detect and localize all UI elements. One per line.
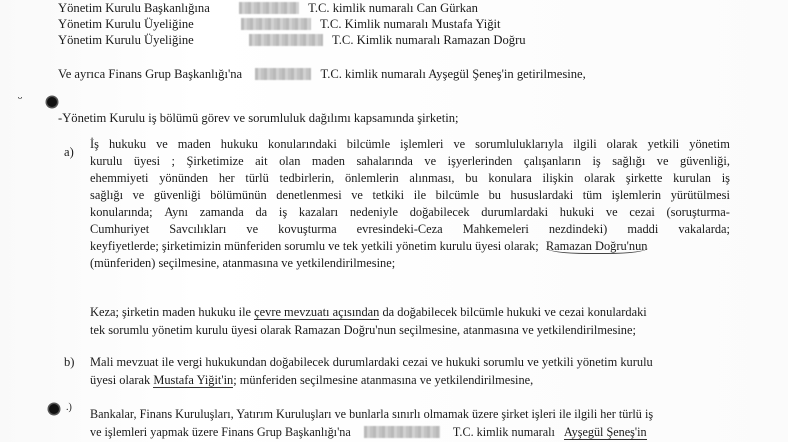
redacted-id-3 [249, 34, 323, 46]
section-a-line-5: konularında; Aynı zamanda da iş kazaları nedeniyle doğabilecek durumlardaki hukuki ve cezai (soruşturma- [90, 205, 730, 219]
redacted-id-1 [239, 2, 299, 14]
redacted-id-4 [255, 68, 311, 80]
bullet-mark-1 [47, 97, 57, 107]
section-b-line-1: Mali mevzuat ile vergi hukukundan doğabilecek durumlardaki cezai ve hukuki sorumlu ve yetkili yönetim kurulu [90, 355, 653, 369]
keza-line-1 [90, 304, 730, 320]
section-b-line-2-after: ; münferiden seçilmesine atanmasına ve yetkilendirilmesine, [233, 373, 534, 387]
section-a-line-3: ehemmiyeti yönünden her türlü tedbirlerin, önlemlerin alınması, bu konulara ilişkin olarak şirkette kurulan iş [90, 171, 730, 185]
section-b-label: b) [64, 355, 75, 369]
section-c-line-2 [90, 424, 730, 440]
keza-paragraph [90, 304, 730, 338]
section-a-line-8: (münferiden) seçilmesine, atanmasına ve yetkilendirilmesine; [90, 256, 396, 270]
header-person-2: T.C. Kimlik numaralı Mustafa Yiğit [320, 17, 501, 31]
section-a-name-ramazan: Ramazan Doğru'nun [545, 239, 648, 253]
header-role-1: Yönetim Kurulu Başkanlığına [58, 1, 210, 15]
section-c-label: .) [66, 402, 72, 413]
header-role-2: Yönetim Kurulu Üyeliğine [58, 17, 194, 31]
section-b-body [90, 354, 730, 388]
section-c-line-2-mid: T.C. kimlik numaralı [452, 425, 555, 439]
hand-mark: ᵕ [18, 92, 23, 107]
section-a-line-1: İş hukuku ve maden hukuku konularındaki bilcümle işlemleri ve sorumluluklarıyla ilgili olarak yetkili yönetim [90, 137, 730, 151]
header-line-1 [58, 0, 478, 16]
header-person-1: T.C. kimlik numaralı Can Gürkan [308, 1, 478, 15]
header-person-3: T.C. Kimlik numaralı Ramazan Doğru [332, 33, 526, 47]
redacted-id-5 [364, 426, 440, 438]
section-c-body [90, 406, 730, 440]
header-role-3: Yönetim Kurulu Üyeliğine [58, 33, 194, 47]
section-a-body [90, 136, 730, 271]
intro-text: -Yönetim Kurulu iş bölümü görev ve sorumluluk dağılımı kapsamında şirketin; [58, 111, 459, 125]
finance-line [58, 66, 586, 82]
keza-underlined: çevre mevzuatı açısından [254, 305, 380, 319]
section-a-label: a) [64, 145, 74, 159]
keza-after: da doğabilecek bilcümle hukuki ve cezai konulardaki [382, 305, 647, 319]
section-c-line-1: Bankalar, Finans Kuruluşları, Yatırım Kuruluşları ve bunlarla sınırlı olmamak üzere şirket işleri ile ilgili her türlü iş [90, 407, 654, 421]
section-b-line-2 [90, 372, 730, 388]
section-a-line-7 [90, 238, 730, 254]
finance-after: T.C. kimlik numaralı Ayşegül Şeneş'in getirilmesine, [320, 67, 586, 81]
section-a-line-4: sağlığı ve güvenliği bölümünün denetlenmesi ve tetkiki ile bilcümle bu hususlardaki tüm işlemlerin yürütülmesi [90, 188, 730, 202]
section-a-line-2: kurulu üyesi ; Şirketimize ait olan maden sahalarında ve işyerlerinden çalışanların iş sağlığı ve güvenliği, [90, 154, 730, 168]
finance-before: Ve ayrıca Finans Grup Başkanlığı'na [58, 67, 243, 81]
bullet-mark-2 [49, 404, 59, 414]
section-a-line-7-text: keyfiyetlerde; şirketimizin münferiden sorumlu ve tek yetkili yönetim kurulu üyesi olarak; [90, 239, 539, 253]
header-line-3 [58, 32, 526, 48]
section-b-line-2-before: üyesi olarak [90, 373, 151, 387]
redacted-id-2 [241, 18, 311, 30]
keza-line-2: tek sorumlu yönetim kurulu üyesi olarak Ramazan Doğru'nun seçilmesine, atanmasına ve yetkilendirilmesine; [90, 323, 636, 337]
section-a-line-6: Cumhuriyet Savcılıkları ve kovuşturma evresindeki-Ceza Mahkemeleri nezdindeki) maddi vakalarda; [90, 222, 730, 236]
section-c-name-aysegul: Ayşegül Şeneş'in [563, 425, 647, 439]
section-b-name-mustafa: Mustafa Yiğit'in [153, 373, 234, 387]
section-c-line-2-before: ve işlemleri yapmak üzere Finans Grup Başkanlığı'na [90, 425, 351, 439]
keza-before: Keza; şirketin maden hukuku ile [90, 305, 252, 319]
header-line-2 [58, 16, 501, 32]
